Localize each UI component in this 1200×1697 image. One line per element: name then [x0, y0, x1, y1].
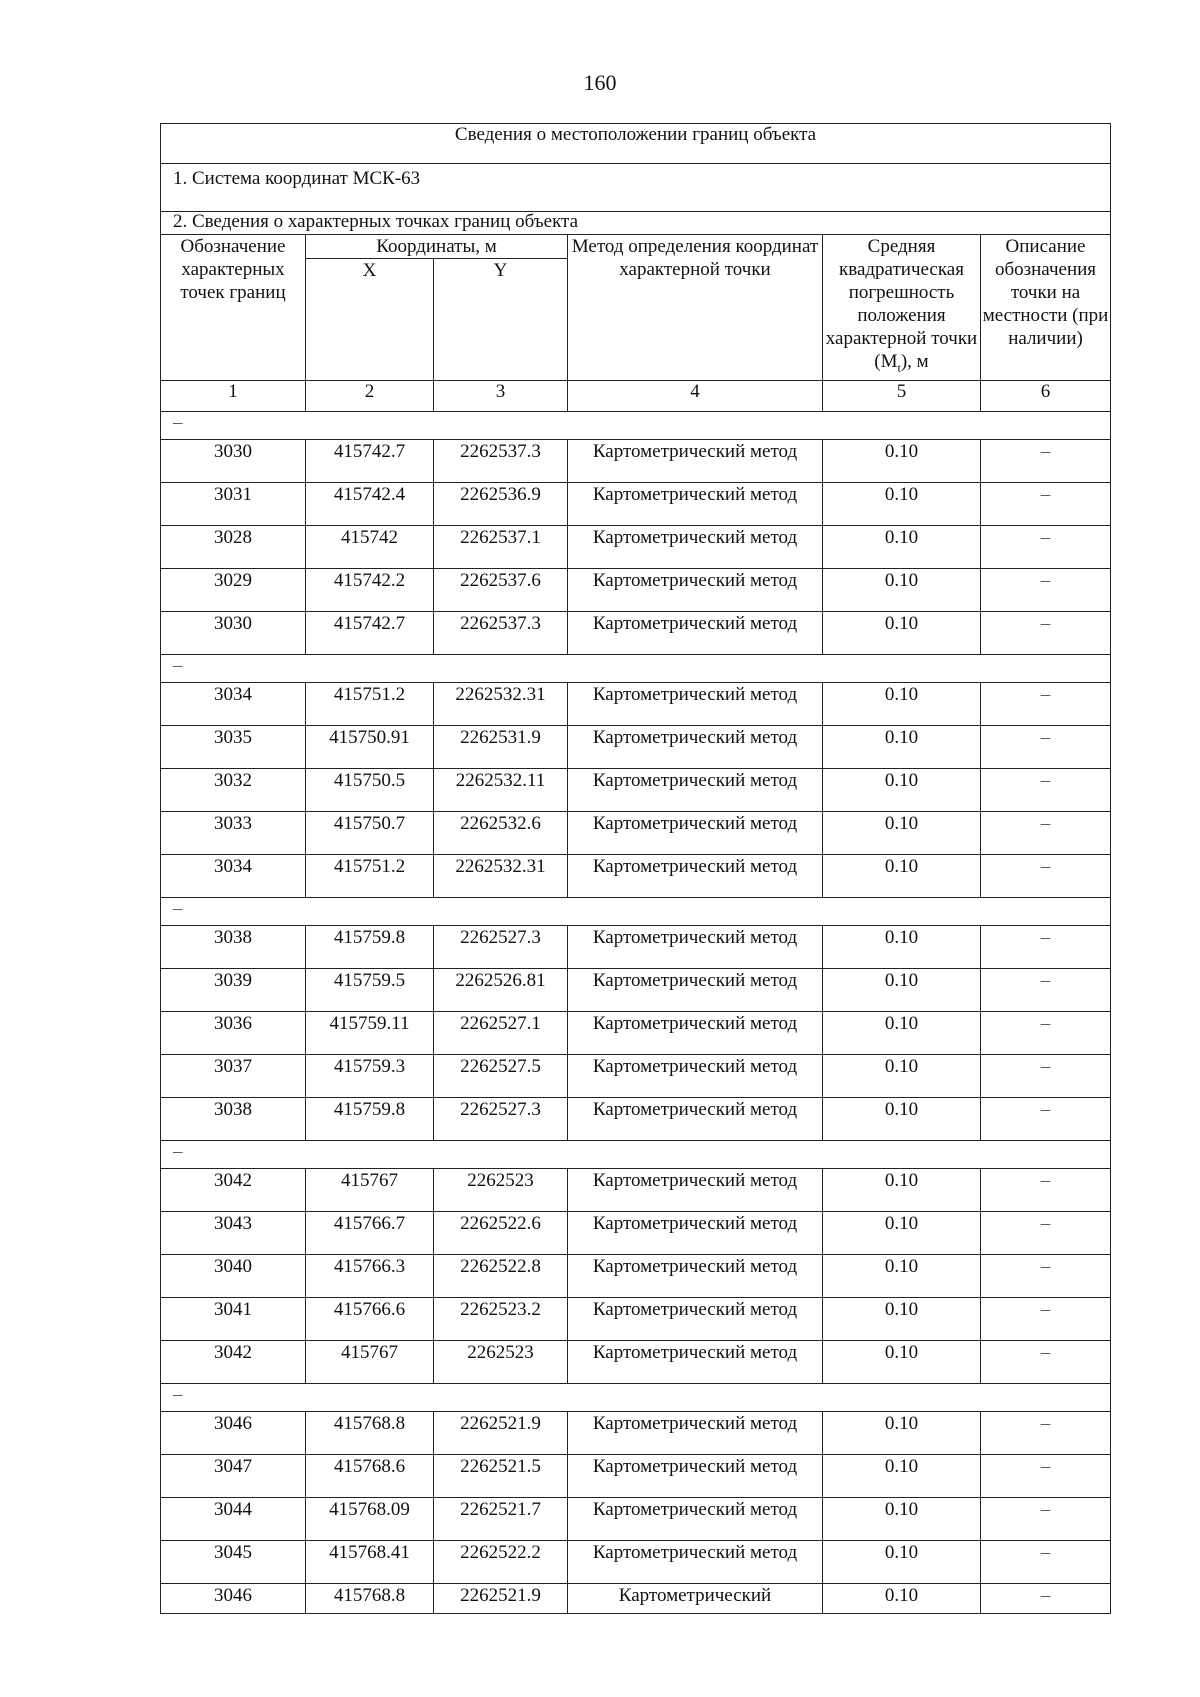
point-id: 3045 [161, 1540, 306, 1583]
coord-y: 2262537.3 [434, 611, 568, 654]
table-row [161, 568, 1111, 611]
method: Картометрический метод [568, 1411, 823, 1454]
description: – [981, 1497, 1111, 1540]
table-row [161, 1497, 1111, 1540]
header-method: Метод определения координат характерной точки [568, 235, 823, 381]
coord-x: 415766.3 [306, 1254, 434, 1297]
col-number: 6 [981, 380, 1111, 411]
header-error-sub: t [897, 360, 901, 375]
coord-y: 2262532.11 [434, 768, 568, 811]
section-title: 2. Сведения о характерных точках границ объекта [161, 212, 1111, 235]
method: Картометрический метод [568, 1054, 823, 1097]
coord-x: 415759.8 [306, 1097, 434, 1140]
point-id: 3040 [161, 1254, 306, 1297]
column-numbers-row [161, 380, 1111, 411]
group-label: – [161, 654, 1111, 682]
point-id: 3038 [161, 925, 306, 968]
col-number: 2 [306, 380, 434, 411]
group-separator-row [161, 411, 1111, 439]
header-point-designation: Обозначение характерных точек границ [161, 235, 306, 381]
point-id: 3043 [161, 1211, 306, 1254]
coord-y: 2262521.5 [434, 1454, 568, 1497]
coord-y: 2262537.6 [434, 568, 568, 611]
header-error-main: Средняя квадратическая погрешность положения характерной точки (M [825, 236, 978, 372]
header-description: Описание обозначения точки на местности (при наличии) [981, 235, 1111, 381]
coord-x: 415742.7 [306, 439, 434, 482]
method: Картометрический метод [568, 1297, 823, 1340]
point-id: 3039 [161, 968, 306, 1011]
group-label: – [161, 411, 1111, 439]
coord-x: 415750.7 [306, 811, 434, 854]
table-row [161, 968, 1111, 1011]
error-value: 0.10 [823, 1097, 981, 1140]
table-title-row [161, 124, 1111, 164]
table-row [161, 1097, 1111, 1140]
error-value: 0.10 [823, 725, 981, 768]
coord-y: 2262527.3 [434, 1097, 568, 1140]
method: Картометрический метод [568, 568, 823, 611]
description: – [981, 682, 1111, 725]
table-row [161, 1054, 1111, 1097]
table-body [161, 124, 1111, 1614]
point-id: 3044 [161, 1497, 306, 1540]
coord-x: 415751.2 [306, 682, 434, 725]
description: – [981, 1254, 1111, 1297]
point-id: 3037 [161, 1054, 306, 1097]
error-value: 0.10 [823, 1054, 981, 1097]
error-value: 0.10 [823, 1540, 981, 1583]
description: – [981, 1168, 1111, 1211]
error-value: 0.10 [823, 768, 981, 811]
coord-y: 2262521.7 [434, 1497, 568, 1540]
point-id: 3041 [161, 1297, 306, 1340]
description: – [981, 725, 1111, 768]
coord-y: 2262527.3 [434, 925, 568, 968]
table-row [161, 725, 1111, 768]
method: Картометрический метод [568, 968, 823, 1011]
header-error [823, 235, 981, 381]
point-id: 3031 [161, 482, 306, 525]
description: – [981, 525, 1111, 568]
coord-y: 2262522.6 [434, 1211, 568, 1254]
method: Картометрический метод [568, 768, 823, 811]
table-row [161, 1583, 1111, 1613]
point-id: 3034 [161, 682, 306, 725]
coord-y: 2262537.3 [434, 439, 568, 482]
coord-y: 2262523 [434, 1168, 568, 1211]
method: Картометрический метод [568, 682, 823, 725]
error-value: 0.10 [823, 525, 981, 568]
coord-x: 415759.5 [306, 968, 434, 1011]
point-id: 3030 [161, 439, 306, 482]
table-row [161, 1168, 1111, 1211]
error-value: 0.10 [823, 1497, 981, 1540]
error-value: 0.10 [823, 1297, 981, 1340]
coord-y: 2262522.2 [434, 1540, 568, 1583]
description: – [981, 1054, 1111, 1097]
method: Картометрический метод [568, 439, 823, 482]
coord-x: 415768.8 [306, 1583, 434, 1613]
method: Картометрический метод [568, 1497, 823, 1540]
method: Картометрический метод [568, 854, 823, 897]
coord-y: 2262523.2 [434, 1297, 568, 1340]
table-row [161, 482, 1111, 525]
table-title: Сведения о местоположении границ объекта [161, 124, 1111, 164]
method: Картометрический метод [568, 811, 823, 854]
description: – [981, 439, 1111, 482]
error-value: 0.10 [823, 1168, 981, 1211]
table-row [161, 1340, 1111, 1383]
point-id: 3033 [161, 811, 306, 854]
error-value: 0.10 [823, 1254, 981, 1297]
table-row [161, 611, 1111, 654]
table-row [161, 768, 1111, 811]
point-id: 3029 [161, 568, 306, 611]
table-row [161, 854, 1111, 897]
group-label: – [161, 1140, 1111, 1168]
description: – [981, 811, 1111, 854]
method: Картометрический метод [568, 1011, 823, 1054]
table-row [161, 1454, 1111, 1497]
coord-x: 415767 [306, 1340, 434, 1383]
description: – [981, 1540, 1111, 1583]
point-id: 3042 [161, 1340, 306, 1383]
coord-x: 415759.11 [306, 1011, 434, 1054]
table-row [161, 1297, 1111, 1340]
method: Картометрический метод [568, 1454, 823, 1497]
method: Картометрический метод [568, 1211, 823, 1254]
table-row [161, 811, 1111, 854]
coord-x: 415742 [306, 525, 434, 568]
header-coordinates: Координаты, м [306, 235, 568, 259]
table-row [161, 439, 1111, 482]
method: Картометрический метод [568, 482, 823, 525]
description: – [981, 925, 1111, 968]
method: Картометрический метод [568, 1340, 823, 1383]
boundary-points-table [160, 123, 1111, 1614]
col-number: 3 [434, 380, 568, 411]
coord-y: 2262526.81 [434, 968, 568, 1011]
group-separator-row [161, 1140, 1111, 1168]
point-id: 3042 [161, 1168, 306, 1211]
point-id: 3038 [161, 1097, 306, 1140]
coord-x: 415766.6 [306, 1297, 434, 1340]
col-number: 4 [568, 380, 823, 411]
group-label: – [161, 897, 1111, 925]
coord-x: 415767 [306, 1168, 434, 1211]
coord-x: 415768.8 [306, 1411, 434, 1454]
description: – [981, 1011, 1111, 1054]
section-row [161, 212, 1111, 235]
coord-x: 415750.91 [306, 725, 434, 768]
col-number: 1 [161, 380, 306, 411]
method: Картометрический метод [568, 1168, 823, 1211]
table-row [161, 1011, 1111, 1054]
point-id: 3034 [161, 854, 306, 897]
coord-y: 2262532.6 [434, 811, 568, 854]
point-id: 3047 [161, 1454, 306, 1497]
coordinate-system-row [161, 164, 1111, 212]
description: – [981, 482, 1111, 525]
coord-y: 2262537.1 [434, 525, 568, 568]
coord-x: 415742.4 [306, 482, 434, 525]
point-id: 3036 [161, 1011, 306, 1054]
description: – [981, 568, 1111, 611]
col-number: 5 [823, 380, 981, 411]
group-label: – [161, 1383, 1111, 1411]
error-value: 0.10 [823, 482, 981, 525]
error-value: 0.10 [823, 1454, 981, 1497]
table-row [161, 1540, 1111, 1583]
coord-y: 2262531.9 [434, 725, 568, 768]
point-id: 3046 [161, 1583, 306, 1613]
group-separator-row [161, 897, 1111, 925]
coord-x: 415750.5 [306, 768, 434, 811]
error-value: 0.10 [823, 1583, 981, 1613]
error-value: 0.10 [823, 1011, 981, 1054]
error-value: 0.10 [823, 925, 981, 968]
page-number: 160 [583, 70, 617, 95]
error-value: 0.10 [823, 682, 981, 725]
header-error-end: ), м [900, 351, 929, 372]
coordinate-system: 1. Система координат МСК-63 [161, 164, 1111, 212]
point-id: 3046 [161, 1411, 306, 1454]
coord-x: 415742.2 [306, 568, 434, 611]
table-row [161, 1411, 1111, 1454]
coord-x: 415742.7 [306, 611, 434, 654]
error-value: 0.10 [823, 439, 981, 482]
coord-x: 415768.6 [306, 1454, 434, 1497]
table-row [161, 1211, 1111, 1254]
method: Картометрический метод [568, 611, 823, 654]
coord-y: 2262523 [434, 1340, 568, 1383]
coord-x: 415759.3 [306, 1054, 434, 1097]
error-value: 0.10 [823, 811, 981, 854]
description: – [981, 1583, 1111, 1613]
table-row [161, 925, 1111, 968]
coord-y: 2262527.5 [434, 1054, 568, 1097]
method: Картометрический метод [568, 525, 823, 568]
description: – [981, 968, 1111, 1011]
table-row [161, 525, 1111, 568]
error-value: 0.10 [823, 1211, 981, 1254]
coord-x: 415759.8 [306, 925, 434, 968]
method: Картометрический [568, 1583, 823, 1613]
coord-x: 415751.2 [306, 854, 434, 897]
error-value: 0.10 [823, 611, 981, 654]
header-y: Y [434, 259, 568, 380]
error-value: 0.10 [823, 1340, 981, 1383]
description: – [981, 1211, 1111, 1254]
coord-y: 2262521.9 [434, 1411, 568, 1454]
description: – [981, 854, 1111, 897]
group-separator-row [161, 1383, 1111, 1411]
header-row-1 [161, 235, 1111, 259]
method: Картометрический метод [568, 1254, 823, 1297]
coord-y: 2262532.31 [434, 854, 568, 897]
point-id: 3035 [161, 725, 306, 768]
description: – [981, 1454, 1111, 1497]
description: – [981, 1411, 1111, 1454]
error-value: 0.10 [823, 854, 981, 897]
method: Картометрический метод [568, 725, 823, 768]
description: – [981, 1297, 1111, 1340]
point-id: 3032 [161, 768, 306, 811]
error-value: 0.10 [823, 1411, 981, 1454]
error-value: 0.10 [823, 568, 981, 611]
point-id: 3030 [161, 611, 306, 654]
coord-y: 2262536.9 [434, 482, 568, 525]
coord-x: 415766.7 [306, 1211, 434, 1254]
coord-y: 2262527.1 [434, 1011, 568, 1054]
coord-x: 415768.41 [306, 1540, 434, 1583]
description: – [981, 611, 1111, 654]
table-row [161, 1254, 1111, 1297]
table-row [161, 682, 1111, 725]
group-separator-row [161, 654, 1111, 682]
coord-y: 2262532.31 [434, 682, 568, 725]
method: Картометрический метод [568, 1097, 823, 1140]
method: Картометрический метод [568, 1540, 823, 1583]
point-id: 3028 [161, 525, 306, 568]
error-value: 0.10 [823, 968, 981, 1011]
method: Картометрический метод [568, 925, 823, 968]
coord-y: 2262521.9 [434, 1583, 568, 1613]
coord-y: 2262522.8 [434, 1254, 568, 1297]
description: – [981, 1097, 1111, 1140]
header-x: X [306, 259, 434, 380]
description: – [981, 1340, 1111, 1383]
description: – [981, 768, 1111, 811]
coord-x: 415768.09 [306, 1497, 434, 1540]
